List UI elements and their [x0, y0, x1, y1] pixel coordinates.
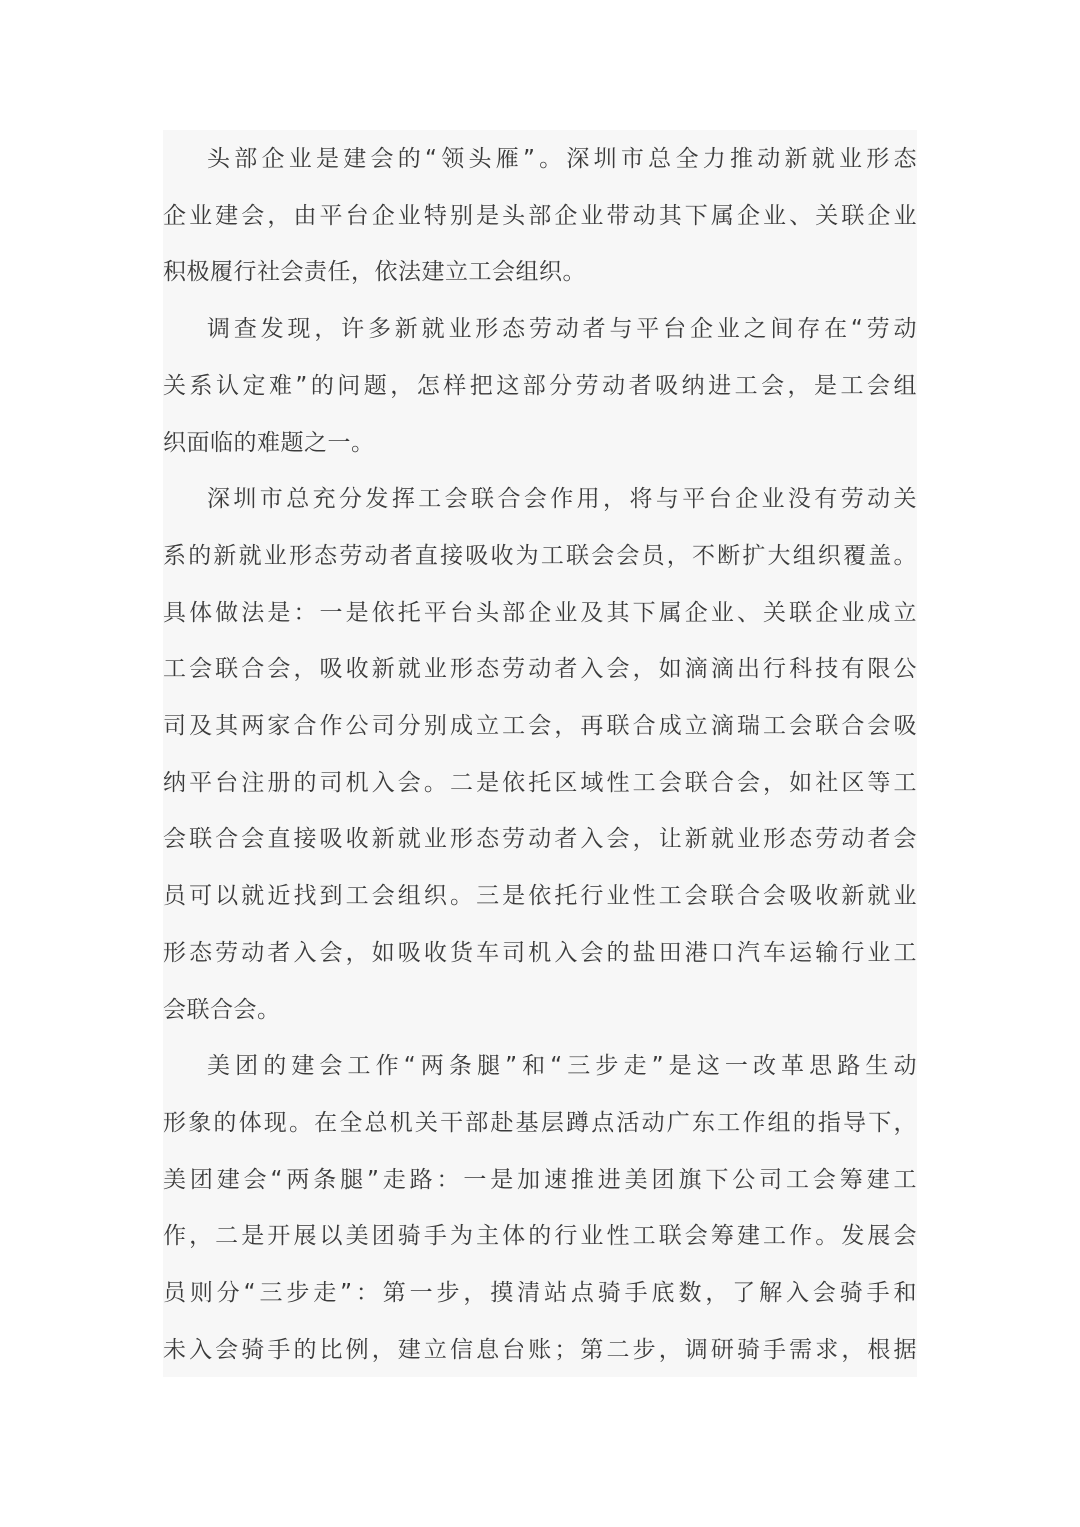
text-line: 美团的建会工作“两条腿”和“三步走”是这一改革思路生动: [207, 1053, 917, 1080]
text-line: 关系认定难”的问题，怎样把这部分劳动者吸纳进工会，是工会组: [163, 372, 917, 399]
text-line: 工会联合会，吸收新就业形态劳动者入会，如滴滴出行科技有限公: [163, 656, 917, 683]
text-line: 调查发现，许多新就业形态劳动者与平台企业之间存在“劳动: [207, 316, 917, 343]
article-text-block: [163, 130, 917, 1377]
text-line: 司及其两家合作公司分别成立工会，再联合成立滴瑞工会联合会吸: [163, 713, 917, 739]
text-line: 未入会骑手的比例，建立信息台账；第二步，调研骑手需求，根据: [163, 1336, 917, 1363]
text-line: 会联合会直接吸收新就业形态劳动者入会，让新就业形态劳动者会: [163, 826, 917, 853]
text-line: 头部企业是建会的“领头雁”。深圳市总全力推动新就业形态: [207, 146, 917, 172]
text-line: 织面临的难题之一。: [163, 429, 375, 456]
text-line: 积极履行社会责任，依法建立工会组织。: [163, 259, 586, 286]
text-line: 具体做法是：一是依托平台头部企业及其下属企业、关联企业成立: [163, 599, 917, 626]
text-line: 企业建会，由平台企业特别是头部企业带动其下属企业、关联企业: [163, 202, 917, 229]
text-line: 员可以就近找到工会组织。三是依托行业性工会联合会吸收新就业: [163, 883, 917, 910]
text-line: 深圳市总充分发挥工会联合会作用，将与平台企业没有劳动关: [207, 486, 917, 513]
text-line: 会联合会。: [163, 996, 281, 1023]
text-line: 形象的体现。在全总机关干部赴基层蹲点活动广东工作组的指导下，: [163, 1109, 917, 1136]
text-line: 美团建会“两条腿”走路：一是加速推进美团旗下公司工会筹建工: [163, 1166, 917, 1193]
text-line: 纳平台注册的司机入会。二是依托区域性工会联合会，如社区等工: [163, 769, 917, 796]
text-line: 形态劳动者入会，如吸收货车司机入会的盐田港口汽车运输行业工: [163, 939, 917, 966]
text-line: 作，二是开展以美团骑手为主体的行业性工联会筹建工作。发展会: [163, 1223, 917, 1250]
text-line: 系的新就业形态劳动者直接吸收为工联会会员，不断扩大组织覆盖。: [163, 542, 917, 569]
text-line: 员则分“三步走”：第一步，摸清站点骑手底数，了解入会骑手和: [163, 1280, 917, 1306]
